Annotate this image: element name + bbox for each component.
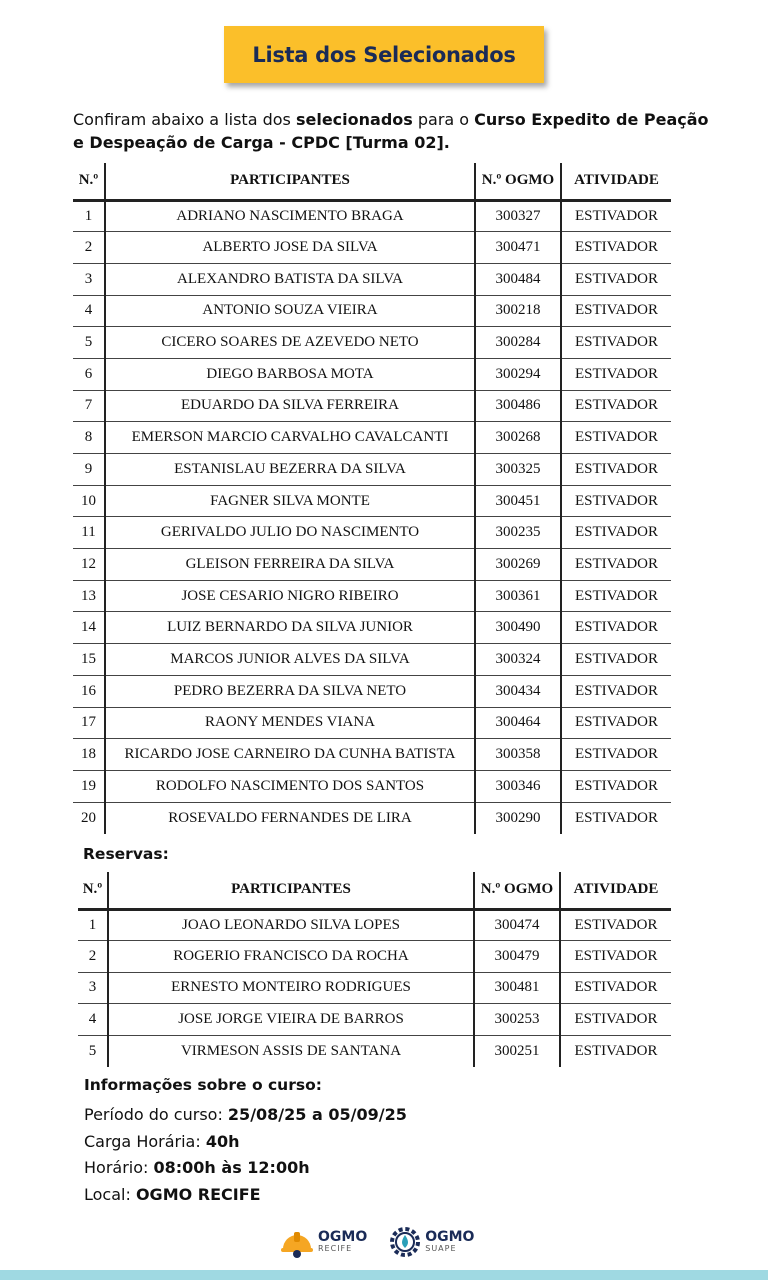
ogmo-number: 300464 — [475, 707, 561, 739]
row-number: 7 — [73, 390, 105, 422]
suape-logo-sub: SUAPE — [425, 1244, 457, 1253]
participant-name: FAGNER SILVA MONTE — [105, 485, 475, 517]
participant-name: RAONY MENDES VIANA — [105, 707, 475, 739]
table-row — [73, 327, 671, 359]
period-label: Período do curso: — [84, 1105, 228, 1124]
header-ogmo: N.º OGMO — [475, 163, 561, 200]
row-number: 1 — [78, 909, 108, 941]
header-participants: PARTICIPANTES — [105, 163, 475, 200]
participant-name: ESTANISLAU BEZERRA DA SILVA — [105, 454, 475, 486]
row-number: 14 — [73, 612, 105, 644]
course-period — [84, 1102, 407, 1129]
participant-name: RICARDO JOSE CARNEIRO DA CUNHA BATISTA — [105, 739, 475, 771]
ogmo-number: 300218 — [475, 295, 561, 327]
ogmo-number: 300346 — [475, 770, 561, 802]
reserves-table-body — [78, 909, 671, 1067]
participant-name: LUIZ BERNARDO DA SILVA JUNIOR — [105, 612, 475, 644]
table-row — [73, 612, 671, 644]
table-row — [78, 909, 671, 941]
activity: ESTIVADOR — [561, 580, 671, 612]
table-row — [73, 200, 671, 232]
participant-name: RODOLFO NASCIMENTO DOS SANTOS — [105, 770, 475, 802]
ogmo-number: 300451 — [475, 485, 561, 517]
ogmo-number: 300324 — [475, 644, 561, 676]
participant-name: VIRMESON ASSIS DE SANTANA — [108, 1035, 474, 1067]
time-label: Horário: — [84, 1158, 154, 1177]
row-number: 13 — [73, 580, 105, 612]
row-number: 6 — [73, 358, 105, 390]
activity: ESTIVADOR — [561, 454, 671, 486]
ogmo-number: 300474 — [474, 909, 560, 941]
activity: ESTIVADOR — [561, 485, 671, 517]
intro-bold-1: selecionados — [295, 110, 413, 129]
row-number: 2 — [78, 941, 108, 973]
activity: ESTIVADOR — [560, 909, 671, 941]
ogmo-number: 300290 — [475, 802, 561, 834]
table-row — [73, 675, 671, 707]
header-activity: ATIVIDADE — [561, 163, 671, 200]
intro-paragraph — [73, 108, 713, 154]
ogmo-number: 300434 — [475, 675, 561, 707]
ogmo-number: 300268 — [475, 422, 561, 454]
table-row — [73, 739, 671, 771]
row-number: 16 — [73, 675, 105, 707]
title-banner — [224, 26, 544, 83]
table-row — [78, 972, 671, 1004]
row-number: 9 — [73, 454, 105, 486]
activity: ESTIVADOR — [561, 232, 671, 264]
row-number: 10 — [73, 485, 105, 517]
activity: ESTIVADOR — [560, 1004, 671, 1036]
row-number: 20 — [73, 802, 105, 834]
row-number: 8 — [73, 422, 105, 454]
gear-drop-icon — [389, 1226, 421, 1258]
participant-name: ALBERTO JOSE DA SILVA — [105, 232, 475, 264]
row-number: 1 — [73, 200, 105, 232]
participant-name: DIEGO BARBOSA MOTA — [105, 358, 475, 390]
participant-name: GLEISON FERREIRA DA SILVA — [105, 549, 475, 581]
participant-name: ANTONIO SOUZA VIEIRA — [105, 295, 475, 327]
activity: ESTIVADOR — [561, 707, 671, 739]
course-place — [84, 1182, 407, 1209]
participant-name: JOSE JORGE VIEIRA DE BARROS — [108, 1004, 474, 1036]
participant-name: EDUARDO DA SILVA FERREIRA — [105, 390, 475, 422]
participant-name: ROGERIO FRANCISCO DA ROCHA — [108, 941, 474, 973]
participant-name: EMERSON MARCIO CARVALHO CAVALCANTI — [105, 422, 475, 454]
row-number: 18 — [73, 739, 105, 771]
row-number: 17 — [73, 707, 105, 739]
row-number: 12 — [73, 549, 105, 581]
table-row — [73, 517, 671, 549]
table-row — [78, 941, 671, 973]
ogmo-number: 300486 — [475, 390, 561, 422]
activity: ESTIVADOR — [561, 390, 671, 422]
ogmo-number: 300479 — [474, 941, 560, 973]
recife-logo-sub: RECIFE — [318, 1244, 353, 1253]
table-row — [73, 770, 671, 802]
row-number: 15 — [73, 644, 105, 676]
activity: ESTIVADOR — [561, 200, 671, 232]
row-number: 19 — [73, 770, 105, 802]
activity: ESTIVADOR — [561, 358, 671, 390]
hardhat-gear-icon — [280, 1225, 314, 1259]
suape-logo-name: OGMO — [425, 1229, 475, 1245]
hours-label: Carga Horária: — [84, 1131, 206, 1151]
table-header-row — [78, 872, 671, 909]
intro-text-1: Confiram abaixo a lista dos — [73, 110, 296, 129]
table-row — [73, 707, 671, 739]
intro-text-2: para o — [412, 110, 475, 129]
place-value: OGMO RECIFE — [135, 1184, 261, 1204]
table-row — [73, 485, 671, 517]
course-info — [84, 1076, 407, 1208]
time-value: 08:00h às 12:00h — [153, 1158, 310, 1177]
activity: ESTIVADOR — [561, 549, 671, 581]
ogmo-number: 300361 — [475, 580, 561, 612]
participant-name: JOSE CESARIO NIGRO RIBEIRO — [105, 580, 475, 612]
participant-name: ROSEVALDO FERNANDES DE LIRA — [105, 802, 475, 834]
recife-logo-name: OGMO — [318, 1229, 368, 1245]
ogmo-number: 300325 — [475, 454, 561, 486]
participant-name: PEDRO BEZERRA DA SILVA NETO — [105, 675, 475, 707]
row-number: 3 — [78, 972, 108, 1004]
activity: ESTIVADOR — [561, 422, 671, 454]
header-num: N.º — [78, 872, 108, 909]
footer-logos — [280, 1222, 496, 1262]
header-num: N.º — [73, 163, 105, 200]
bottom-bar — [0, 1270, 768, 1280]
table-row — [73, 644, 671, 676]
place-label: Local: — [84, 1184, 136, 1204]
ogmo-number: 300358 — [475, 739, 561, 771]
title-box — [224, 26, 544, 83]
selected-table — [73, 163, 671, 834]
participant-name: MARCOS JUNIOR ALVES DA SILVA — [105, 644, 475, 676]
course-hours — [84, 1129, 407, 1156]
ogmo-number: 300253 — [474, 1004, 560, 1036]
row-number: 5 — [78, 1035, 108, 1067]
reserves-heading: Reservas: — [83, 845, 169, 863]
activity: ESTIVADOR — [561, 263, 671, 295]
activity: ESTIVADOR — [561, 675, 671, 707]
course-time — [84, 1155, 407, 1182]
ogmo-number: 300269 — [475, 549, 561, 581]
participant-name: JOAO LEONARDO SILVA LOPES — [108, 909, 474, 941]
activity: ESTIVADOR — [561, 770, 671, 802]
row-number: 3 — [73, 263, 105, 295]
ogmo-number: 300327 — [475, 200, 561, 232]
participant-name: CICERO SOARES DE AZEVEDO NETO — [105, 327, 475, 359]
header-ogmo: N.º OGMO — [474, 872, 560, 909]
activity: ESTIVADOR — [561, 327, 671, 359]
table-row — [73, 549, 671, 581]
ogmo-number: 300471 — [475, 232, 561, 264]
activity: ESTIVADOR — [561, 612, 671, 644]
table-row — [73, 263, 671, 295]
ogmo-number: 300484 — [475, 263, 561, 295]
ogmo-number: 300251 — [474, 1035, 560, 1067]
table-header-row — [73, 163, 671, 200]
table-row — [73, 802, 671, 834]
activity: ESTIVADOR — [560, 972, 671, 1004]
reserves-table — [78, 872, 671, 1067]
table-row — [73, 454, 671, 486]
row-number: 5 — [73, 327, 105, 359]
table-row — [73, 295, 671, 327]
activity: ESTIVADOR — [561, 739, 671, 771]
ogmo-number: 300284 — [475, 327, 561, 359]
participant-name: ALEXANDRO BATISTA DA SILVA — [105, 263, 475, 295]
ogmo-number: 300235 — [475, 517, 561, 549]
activity: ESTIVADOR — [561, 295, 671, 327]
participant-name: GERIVALDO JULIO DO NASCIMENTO — [105, 517, 475, 549]
participant-name: ADRIANO NASCIMENTO BRAGA — [105, 200, 475, 232]
table-row — [73, 232, 671, 264]
activity: ESTIVADOR — [561, 517, 671, 549]
row-number: 11 — [73, 517, 105, 549]
ogmo-number: 300481 — [474, 972, 560, 1004]
row-number: 4 — [73, 295, 105, 327]
selected-table-body — [73, 200, 671, 834]
table-row — [73, 358, 671, 390]
participant-name: ERNESTO MONTEIRO RODRIGUES — [108, 972, 474, 1004]
table-row — [73, 422, 671, 454]
ogmo-recife-logo — [280, 1225, 367, 1259]
table-row — [78, 1035, 671, 1067]
course-info-heading: Informações sobre o curso: — [84, 1076, 322, 1094]
activity: ESTIVADOR — [574, 809, 659, 826]
header-participants: PARTICIPANTES — [108, 872, 474, 909]
row-number: 2 — [73, 232, 105, 264]
intro-bold-2: Curso Expedito de Peação e Despeação de Carga - CPDC [Turma 02]. — [73, 110, 709, 152]
page-title: Lista dos Selecionados — [252, 42, 516, 67]
table-row — [78, 1004, 671, 1036]
header-activity: ATIVIDADE — [560, 872, 671, 909]
table-row — [73, 390, 671, 422]
activity: ESTIVADOR — [560, 941, 671, 973]
ogmo-number: 300294 — [475, 358, 561, 390]
ogmo-number: 300490 — [475, 612, 561, 644]
table-row — [73, 580, 671, 612]
activity: ESTIVADOR — [561, 644, 671, 676]
hours-value: 40h — [205, 1131, 240, 1151]
row-number: 4 — [78, 1004, 108, 1036]
period-value: 25/08/25 a 05/09/25 — [227, 1105, 407, 1124]
ogmo-suape-logo — [389, 1226, 474, 1258]
activity: ESTIVADOR — [574, 1042, 658, 1059]
